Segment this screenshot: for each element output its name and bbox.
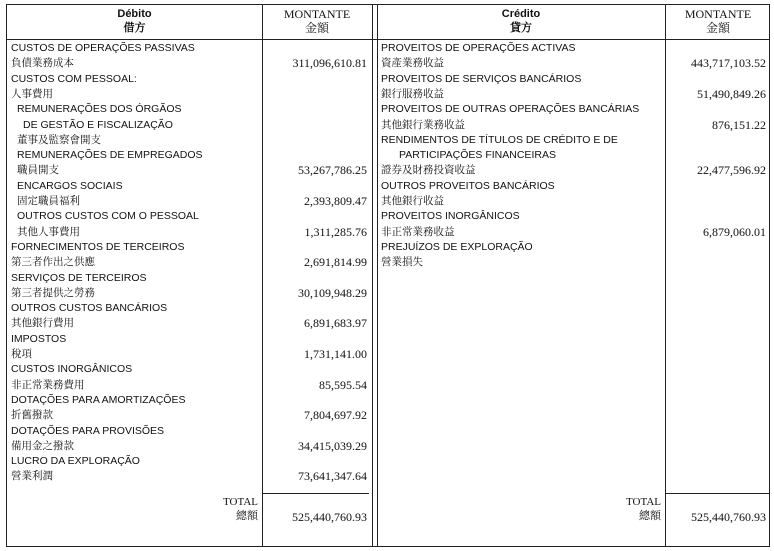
debit-total-label-cn: 總額 <box>236 510 258 522</box>
debit-row-amount: 2,691,814.99 <box>304 255 367 270</box>
credit-header-label-cn: 貸方 <box>510 22 532 34</box>
debit-row-label: CUSTOS DE OPERAÇÕES PASSIVAS <box>11 42 195 54</box>
debit-row-label: 董事及監察會開支 <box>17 133 101 146</box>
total-rule-credit <box>665 493 769 494</box>
debit-row-label: FORNECIMENTOS DE TERCEIROS <box>11 240 185 253</box>
credit-row-label: 其他銀行業務收益 <box>381 118 465 131</box>
debit-row-label: REMUNERAÇÕES DE EMPREGADOS <box>17 149 203 162</box>
divider-double-center <box>377 5 378 546</box>
credit-row-label: 銀行服務收益 <box>381 87 444 100</box>
credit-row-label: PREJUÍZOS DE EXPLORAÇÃO <box>381 240 533 253</box>
total-rule-debit <box>262 493 369 494</box>
debit-row-label: 備用金之撥款 <box>11 439 74 452</box>
debit-row-label: IMPOSTOS <box>11 332 67 345</box>
debit-row-label: 固定職員福利 <box>17 195 80 207</box>
credit-header <box>377 5 665 39</box>
debit-row-amount: 30,109,948.29 <box>298 285 367 300</box>
debit-row-label: DOTAÇÕES PARA AMORTIZAÇÕES <box>11 393 186 406</box>
credit-row-amount: 443,717,103.52 <box>691 56 766 71</box>
debit-row-label: 營業利潤 <box>11 470 53 483</box>
debit-amount-header-label-cn: 金額 <box>304 21 329 35</box>
credit-total-amount: 525,440,760.93 <box>691 510 766 524</box>
divider-credit-amount <box>665 5 666 546</box>
debit-header-label-cn: 借方 <box>123 22 146 34</box>
divider-debit-amount <box>262 5 263 546</box>
debit-row-label: 其他人事費用 <box>17 225 80 238</box>
credit-row-label: 證券及財務投資收益 <box>381 164 476 177</box>
debit-row-amount: 1,731,141.00 <box>304 347 367 361</box>
debit-row-label: OUTROS CUSTOS BANCÁRIOS <box>11 302 168 315</box>
debit-total-label-pt: TOTAL <box>223 496 258 508</box>
credit-amount-header-label: MONTANTE <box>684 7 752 21</box>
credit-row-label: PARTICIPAÇÕES FINANCEIRAS <box>399 149 556 162</box>
debit-row-label: LUCRO DA EXPLORAÇÃO <box>11 455 140 468</box>
credit-row-label: 資產業務收益 <box>381 57 444 70</box>
credit-row-label: OUTROS PROVEITOS BANCÁRIOS <box>381 179 555 192</box>
debit-row-label: DE GESTÃO E FISCALIZAÇÃO <box>23 118 173 131</box>
credit-row-label: PROVEITOS DE OPERAÇÕES ACTIVAS <box>381 42 576 54</box>
credit-row-amount: 51,490,849.26 <box>697 86 766 101</box>
debit-row-label: 負債業務成本 <box>11 57 74 70</box>
debit-row-amount: 34,415,039.29 <box>298 438 367 453</box>
credit-total-label-pt: TOTAL <box>626 496 661 508</box>
debit-row-label: 非正常業務費用 <box>11 378 85 391</box>
debit-row-label: 第三者作出之供應 <box>11 256 95 269</box>
debit-row-label: 折舊撥款 <box>11 409 53 422</box>
debit-row-amount: 73,641,347.64 <box>298 469 367 484</box>
credit-header-label: Crédito <box>501 8 541 20</box>
credit-row-label: 非正常業務收益 <box>381 225 455 238</box>
debit-row-label: 職員開支 <box>17 164 59 177</box>
debit-row-amount: 2,393,809.47 <box>304 194 367 208</box>
debit-row-amount: 1,311,285.76 <box>304 224 367 239</box>
debit-row-label: CUSTOS COM PESSOAL: <box>11 72 137 85</box>
credit-row-label: PROVEITOS DE OUTRAS OPERAÇÕES BANCÁRIAS <box>381 103 640 116</box>
debit-row-label: 第三者提供之勞務 <box>11 286 95 299</box>
debit-row-label: REMUNERAÇÕES DOS ÓRGÃOS <box>17 103 182 116</box>
credit-amount-header <box>665 5 771 39</box>
debit-row-amount: 85,595.54 <box>319 377 367 392</box>
credit-row-amount: 876,151.22 <box>712 117 766 132</box>
debit-amount-header <box>262 5 372 39</box>
credit-total-label-cn: 總額 <box>639 510 661 522</box>
credit-row-label: 其他銀行收益 <box>381 195 444 207</box>
header-rule <box>7 39 769 40</box>
debit-total-label <box>157 495 258 523</box>
credit-row-label: PROVEITOS DE SERVIÇOS BANCÁRIOS <box>381 72 582 85</box>
income-statement-table <box>6 4 770 547</box>
credit-row-label: RENDIMENTOS DE TÍTULOS DE CRÉDITO E DE <box>381 133 618 146</box>
debit-row-amount: 6,891,683.97 <box>304 316 367 331</box>
debit-amount-header-label: MONTANTE <box>283 7 351 21</box>
credit-row-amount: 6,879,060.01 <box>703 224 766 239</box>
debit-row-amount: 311,096,610.81 <box>292 56 367 71</box>
debit-row-label: SERVIÇOS DE TERCEIROS <box>11 271 147 284</box>
debit-row-label: DOTAÇÕES PARA PROVISÕES <box>11 424 165 437</box>
credit-total-label <box>557 495 661 523</box>
debit-header <box>7 5 262 39</box>
debit-total-amount: 525,440,760.93 <box>292 510 367 524</box>
debit-row-label: CUSTOS INORGÂNICOS <box>11 363 133 376</box>
credit-row-label: 營業損失 <box>381 256 423 269</box>
divider-amount-credit <box>372 5 373 546</box>
debit-row-label: ENCARGOS SOCIAIS <box>17 179 123 192</box>
credit-amount-header-label-cn: 金額 <box>705 21 730 35</box>
credit-row-label: PROVEITOS INORGÂNICOS <box>381 210 520 223</box>
debit-row-amount: 7,804,697.92 <box>304 408 367 423</box>
debit-header-label: Débito <box>117 8 152 20</box>
credit-row-amount: 22,477,596.92 <box>697 163 766 178</box>
debit-row-label: OUTROS CUSTOS COM O PESSOAL <box>17 210 199 223</box>
debit-row-label: 人事費用 <box>11 87 53 100</box>
debit-row-label: 其他銀行費用 <box>11 317 74 330</box>
debit-row-label: 稅項 <box>11 348 32 360</box>
debit-row-amount: 53,267,786.25 <box>298 163 367 178</box>
